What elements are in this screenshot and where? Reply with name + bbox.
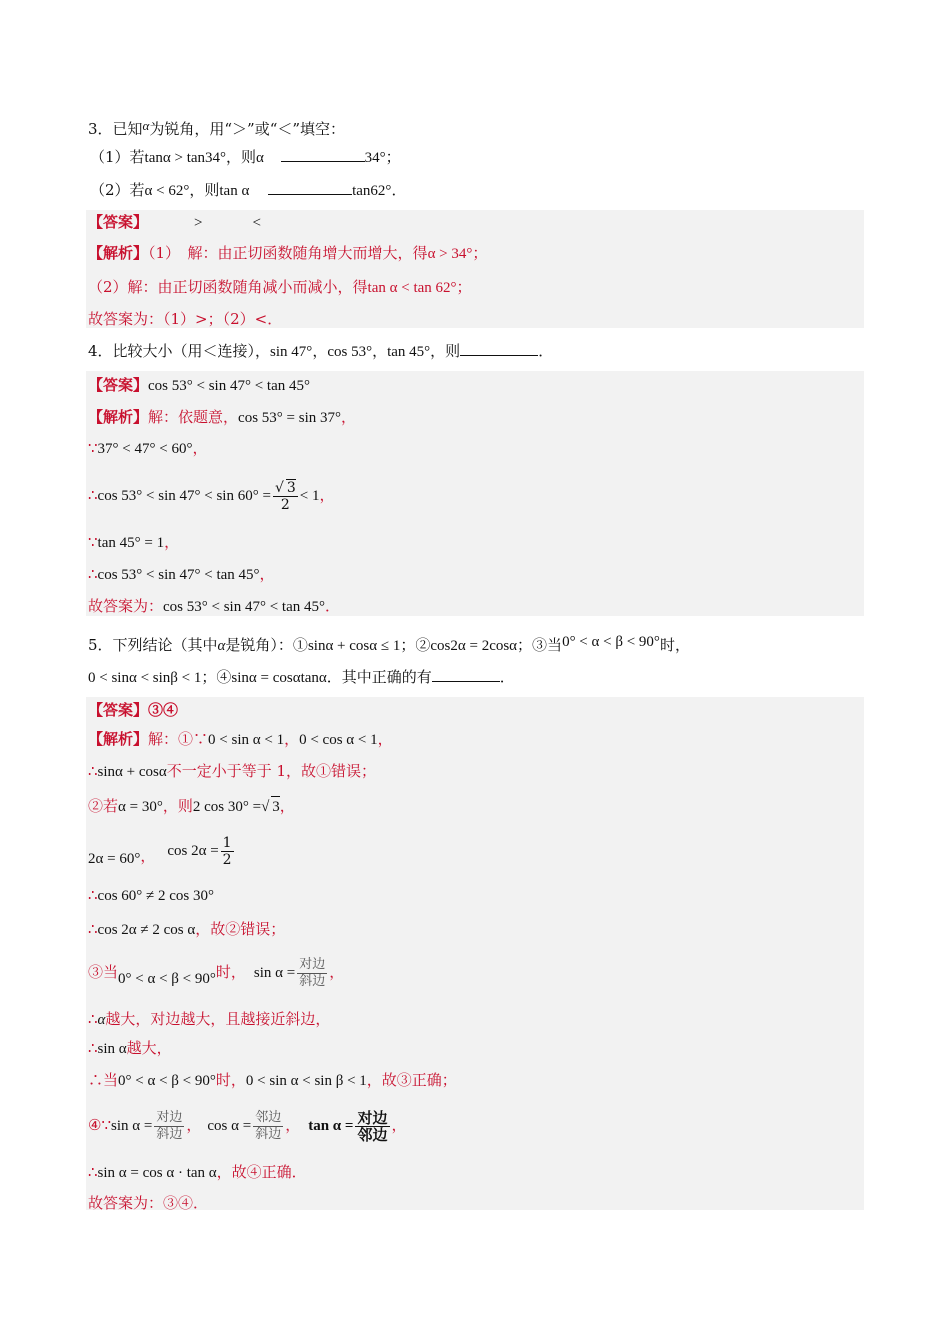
q5-frac-den: 2	[222, 851, 232, 868]
q3-p1-text-2: ，则	[226, 148, 257, 166]
q4-therefore-symbol: ∴	[88, 486, 98, 504]
q3-p2-math-2: tan α	[219, 183, 250, 199]
q4-stem	[88, 341, 553, 362]
q5-stem2-math-2: sinα = cosαtanα	[231, 670, 327, 686]
q5-answer-tag: 【答案】	[88, 701, 149, 719]
q3-p1-end: ；	[385, 148, 401, 166]
q5-a11-frac-2-num: 邻边	[255, 1109, 282, 1125]
q5-a4-math-1: 2α = 60°	[88, 851, 141, 867]
q5-analysis-2	[88, 761, 376, 782]
q3-stem	[88, 116, 345, 139]
q5-sqrt3-radicand: 3	[271, 796, 280, 817]
q4-a3-end: ，	[319, 486, 335, 504]
q5-therefore-symbol-3: ∴	[88, 920, 98, 938]
q5-a3-math-1: α = 30°	[118, 799, 163, 815]
q5-analysis-7	[88, 950, 344, 1001]
q5-a7-math-2: sin α =	[253, 965, 296, 981]
q4-therefore-symbol-2: ∴	[88, 565, 98, 583]
q4-analysis-2	[88, 438, 207, 459]
q3-analysis-2-text: （2）解：由正切函数随角减小而减小，得	[88, 278, 368, 296]
q5-stem-text-4: ；③当	[517, 636, 563, 654]
q4-a1-math: cos 53° = sin 37°	[238, 410, 341, 426]
q4-a4-math: tan 45° = 1	[97, 535, 165, 551]
q3-analysis-text: （1） 解：由正切函数随角增大而增大，得	[148, 244, 428, 262]
q5-a2-text: 不一定小于等于 1，故①错误；	[166, 762, 377, 780]
q3-analysis-1	[88, 243, 487, 264]
q5-a1-math-2: 0 < cos α < 1	[299, 732, 378, 748]
q4-sqrt3-over-2: $\frac{√ 3}{2}$	[274, 480, 296, 513]
q5-therefore-symbol-2: ∴	[88, 886, 98, 904]
q4-stem-sep-1: ，	[312, 342, 328, 360]
q4-a5-end: ，	[259, 565, 275, 583]
q3-answer	[88, 212, 261, 233]
q4-analysis-4	[88, 532, 179, 553]
q5-stem2-text: ；④	[201, 668, 232, 686]
q5-analysis-9	[88, 1038, 172, 1059]
q5-a10-text-3: ，故③正确；	[366, 1071, 457, 1089]
q5-analysis-10	[88, 1070, 457, 1091]
q5-a7-text-2: 时，	[215, 963, 246, 981]
q5-a11-frac-1-den: 斜边	[156, 1126, 183, 1142]
q3-answer-1: >	[194, 215, 203, 231]
q5-a7-frac-num: 对边	[299, 956, 326, 972]
q5-stem-2	[88, 667, 515, 688]
q3-p2-text-2: ，则	[189, 181, 220, 199]
q4-stem-text-2: ，则	[430, 342, 461, 360]
q5-stem-text-3: ；②	[400, 636, 431, 654]
q3-analysis-2	[88, 277, 472, 298]
q5-a12-text: ，故④正确．	[216, 1163, 307, 1181]
q5-a1-sep: ，	[284, 730, 300, 748]
q5-a11-math-1: sin α =	[111, 1118, 153, 1134]
q3-alpha: α	[142, 118, 150, 133]
q5-opposite-over-hypotenuse	[297, 957, 327, 990]
q4-stem-end: ．	[538, 342, 554, 360]
q4-because-symbol-2: ∵	[88, 533, 98, 551]
q5-a11-math-2: cos α =	[207, 1118, 252, 1134]
q5-a10-text-2: 时，	[215, 1071, 246, 1089]
q5-analysis-11	[88, 1102, 407, 1149]
q5-a11-sep-1: ，	[186, 1116, 202, 1134]
q4-frac-num: 3	[286, 480, 296, 496]
q3-stem-text: 3．已知	[88, 120, 143, 138]
q5-a11-text: ④∵	[88, 1116, 111, 1134]
q5-stem-math-2: cos2α = 2cosα	[430, 638, 518, 654]
q5-analysis-tag: 【解析】	[88, 730, 149, 748]
q5-a3-end: ，	[279, 797, 295, 815]
q5-a6-math: cos 2α ≠ 2 cos α	[97, 922, 196, 938]
q3-analysis-end: ；	[472, 244, 488, 262]
q4-stem-math-1: sin 47°	[270, 344, 313, 360]
q5-a11-frac-2	[253, 1110, 283, 1143]
q4-answer-math: cos 53° < sin 47° < tan 45°	[148, 378, 311, 394]
q5-a8-alpha: α	[97, 1012, 106, 1028]
q5-sqrt3: √ 3	[261, 799, 280, 815]
q5-a1-end: ，	[377, 730, 393, 748]
q4-a4-end: ，	[164, 533, 180, 551]
q3-analysis-math: α > 34°	[427, 246, 473, 262]
q5-a3-text: ②若	[88, 797, 119, 815]
q5-a6-text: ，故②错误；	[195, 920, 286, 938]
q5-a3-text-2: ，则	[162, 797, 193, 815]
q3-p1-blank[interactable]	[281, 147, 365, 162]
q5-a7-frac-den: 斜边	[299, 973, 326, 989]
q5-a7-end: ，	[329, 963, 345, 981]
q4-stem-sep-2: ，	[372, 342, 388, 360]
q5-stem-math-3: 0° < α < β < 90°	[562, 634, 660, 650]
q5-stem-text-2: 是锐角）：①	[225, 636, 308, 654]
q5-answer-value: ③④	[148, 701, 179, 719]
q5-analysis-1	[88, 729, 393, 750]
q5-a8-text: 越大，对边越大，且越接近斜边，	[105, 1010, 331, 1028]
q4-stem-text: 4．比较大小（用＜连接），	[88, 342, 271, 360]
q5-a10-text: ∴当	[88, 1071, 119, 1089]
q5-analysis-6	[88, 919, 285, 940]
q3-part1	[90, 147, 401, 168]
q3-analysis-2-end: ；	[456, 278, 472, 296]
q3-analysis-tag: 【解析】	[88, 244, 149, 262]
q5-analysis-4	[88, 830, 236, 879]
q5-analysis-12	[88, 1162, 307, 1183]
q4-a3-math: cos 53° < sin 47° < sin 60° =	[97, 488, 271, 504]
q4-analysis-6	[88, 596, 340, 617]
q5-a11-frac-3-den: 邻边	[357, 1125, 388, 1144]
q5-stem2-math-1: 0 < sinα < sinβ < 1	[88, 670, 202, 686]
q5-a2-math: sinα + cosα	[97, 764, 167, 780]
q5-therefore-symbol-6: ∴	[88, 1163, 98, 1181]
q5-blank[interactable]	[432, 667, 500, 682]
q5-stem-1	[88, 632, 690, 656]
q4-because-symbol: ∵	[88, 439, 98, 457]
q4-a2-math: 37° < 47° < 60°	[97, 441, 193, 457]
q4-a6-end: ．	[325, 597, 341, 615]
q4-analysis-5	[88, 564, 275, 585]
q5-one-half	[221, 835, 234, 868]
q4-stem-math-2: cos 53°	[327, 344, 373, 360]
q3-p1-text: （1）若	[90, 148, 145, 166]
q4-a5-math: cos 53° < sin 47° < tan 45°	[97, 567, 260, 583]
q4-a2-end: ，	[192, 439, 208, 457]
q5-stem2-text-2: ．其中正确的有	[326, 668, 432, 686]
q4-a3-math-2: < 1	[299, 488, 320, 504]
q5-a9-math: sin α	[97, 1041, 127, 1057]
q5-therefore-symbol-1: ∴	[88, 762, 98, 780]
q4-a1-end: ，	[341, 408, 357, 426]
q5-a10-math-2: 0 < sin α < sin β < 1	[245, 1073, 367, 1089]
q3-part2	[90, 180, 406, 201]
q5-a3-math-2: 2 cos 30° =	[192, 799, 262, 815]
q3-answer-2: <	[252, 215, 261, 231]
q3-p2-text: （2）若	[90, 181, 145, 199]
q5-a1-math-1: 0 < sin α < 1	[208, 732, 285, 748]
q4-answer-tag: 【答案】	[88, 376, 149, 394]
q5-a11-math-3: tan α =	[308, 1118, 354, 1134]
q5-a4-math-2: cos 2α =	[167, 843, 219, 859]
q5-stem2-end: ．	[499, 668, 515, 686]
q4-frac-den: 2	[280, 497, 290, 513]
q4-answer	[88, 375, 310, 396]
q5-a11-frac-3	[355, 1110, 389, 1143]
q5-a11-sep-2: ，	[285, 1116, 301, 1134]
q5-therefore-symbol-5: ∴	[88, 1039, 98, 1057]
q3-p1-math: tanα > tan34°	[144, 150, 227, 166]
q5-therefore-symbol-4: ∴	[88, 1010, 98, 1028]
q3-p1-math-2: 34°	[364, 150, 386, 166]
q5-a11-frac-3-num: 对边	[357, 1108, 388, 1127]
q3-p1-alpha: α	[256, 150, 264, 166]
q5-a5-math: cos 60° ≠ 2 cos 30°	[97, 888, 215, 904]
q5-a7-text: ③当	[88, 963, 119, 981]
q5-analysis-13: 故答案为：③④．	[88, 1194, 209, 1212]
q4-analysis-tag: 【解析】	[88, 408, 149, 426]
q5-frac-num: 1	[222, 834, 232, 851]
q4-analysis-3	[88, 472, 335, 519]
q3-p2-math-3: tan62°	[352, 183, 392, 199]
q5-a10-math-1: 0° < α < β < 90°	[118, 1073, 216, 1089]
q5-a12-math: sin α = cos α · tan α	[97, 1165, 217, 1181]
q5-stem-text-5: 时，	[659, 636, 690, 654]
q5-analysis-3	[88, 796, 295, 817]
q5-a11-frac-2-den: 斜边	[255, 1126, 282, 1142]
q5-a11-frac-1	[154, 1110, 184, 1143]
q5-a4-sep: ，	[140, 847, 156, 865]
q3-stem-text-2: 为锐角，用“＞”或“＜”填空：	[149, 120, 346, 138]
q5-analysis-8	[88, 1009, 330, 1030]
q5-a9-text: 越大，	[126, 1039, 172, 1057]
q5-a1-text: 解：①∵	[148, 730, 209, 748]
q4-blank[interactable]	[460, 341, 538, 356]
q5-stem-math-1: sinα + cosα ≤ 1	[307, 638, 401, 654]
q3-p2-blank[interactable]	[268, 180, 352, 195]
q5-a11-frac-1-num: 对边	[156, 1109, 183, 1125]
q5-a11-sep-3: ，	[391, 1116, 407, 1134]
q3-p2-math: α < 62°	[144, 183, 190, 199]
q4-a6-math: cos 53° < sin 47° < tan 45°	[163, 599, 326, 615]
q3-analysis-3: 故答案为：（1）>；（2）<．	[88, 310, 283, 328]
q5-alpha: α	[217, 638, 226, 654]
q5-stem-text: 5．下列结论（其中	[88, 636, 218, 654]
q4-a6-text: 故答案为：	[88, 597, 164, 615]
q3-p2-end: ．	[391, 181, 407, 199]
q4-stem-math-3: tan 45°	[387, 344, 431, 360]
q3-answer-tag: 【答案】	[88, 213, 149, 231]
q5-analysis-5	[88, 885, 214, 906]
q3-analysis-2-math: tan α < tan 62°	[367, 280, 457, 296]
q5-a7-math-1: 0° < α < β < 90°	[118, 971, 216, 987]
q4-analysis-1	[88, 407, 356, 428]
q4-a1-text: 解：依题意，	[148, 408, 239, 426]
q5-answer	[88, 700, 178, 720]
